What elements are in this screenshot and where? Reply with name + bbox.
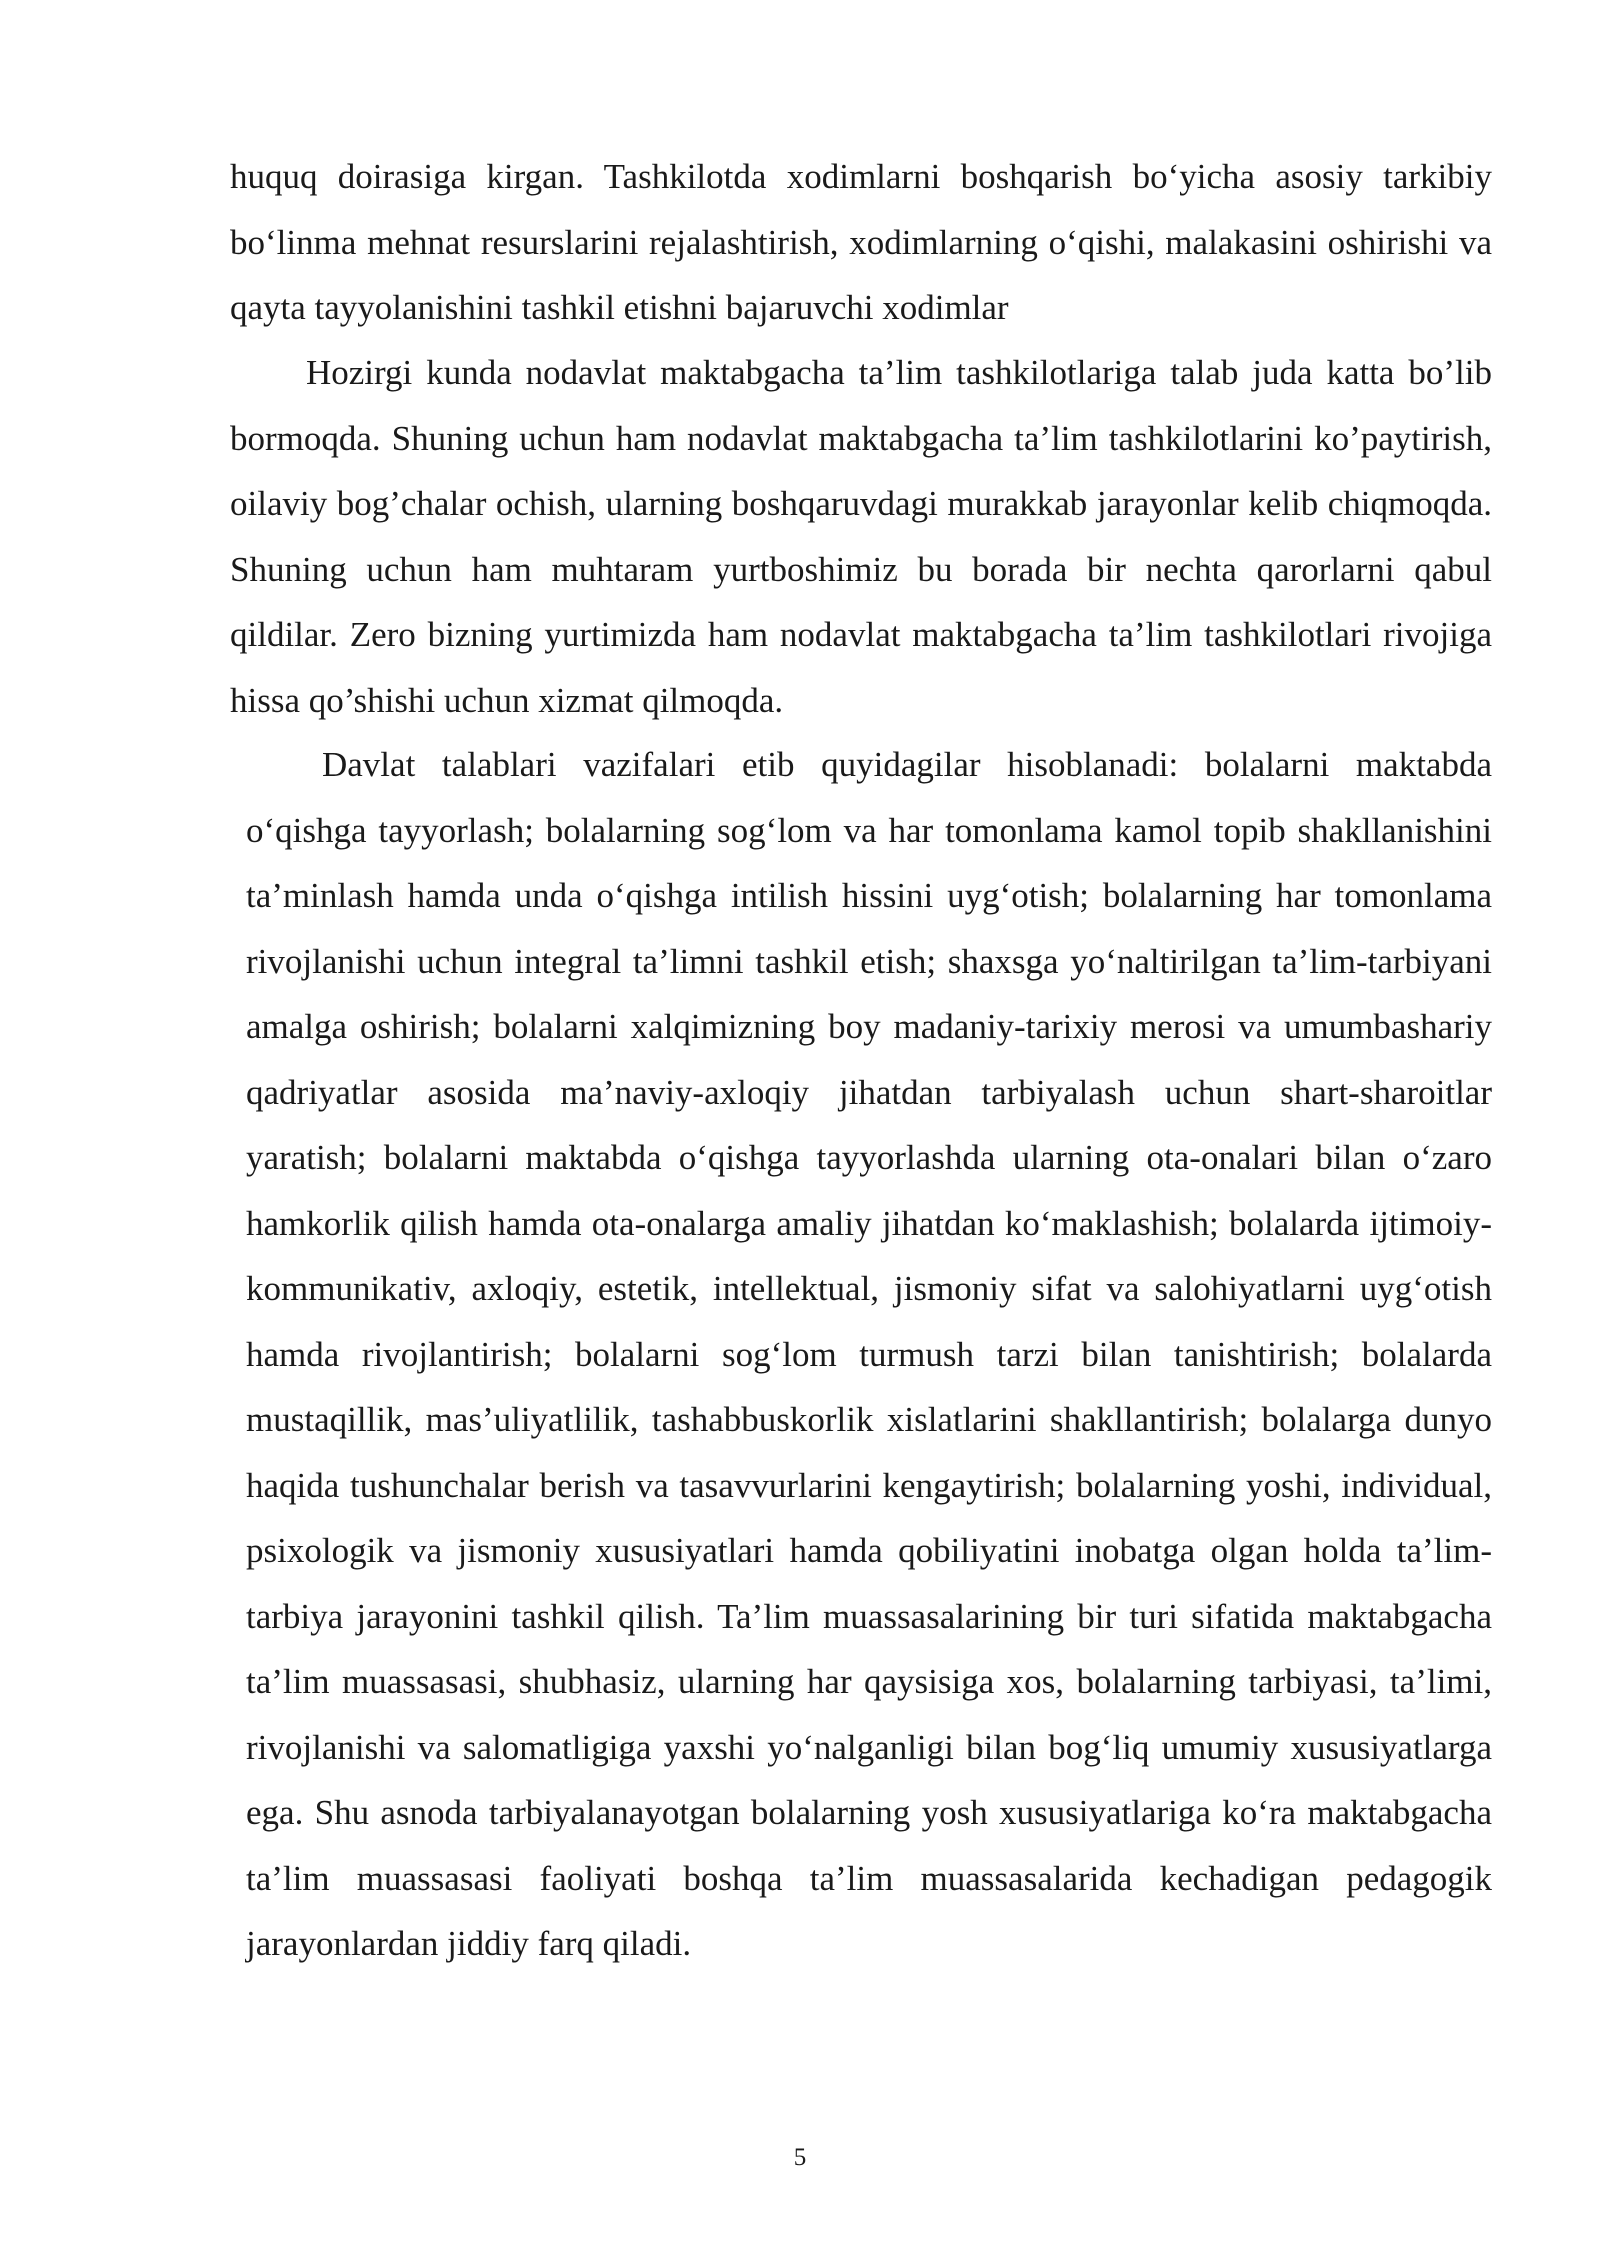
paragraph-3: Davlat talablari vazifalari etib quyidagilar hisoblanadi: bolalarni maktabda o‘qishga tayyorlash; bolalarning sog‘lom va har tomonlama kamol topib shakllanishini ta’minlash hamda unda o‘qishga intilish hissini uyg‘otish; bolalarning har tomonlama rivojlanishi uchun integral ta’limni tashkil etish; shaxsga yo‘naltirilgan ta’lim-tarbiyani amalga oshirish; bolalarni xalqimizning boy madaniy-tarixiy merosi va umumbashariy qadriyatlar asosida ma’naviy-axloqiy jihatdan tarbiyalash uchun shart-sharoitlar yaratish; bolalarni maktabda o‘qishga tayyorlashda ularning ota-onalari bilan o‘zaro hamkorlik qilish hamda ota-onalarga amaliy jihatdan ko‘maklashish; bolalarda ijtimoiy-kommunikativ, axloqiy, estetik, intellektual, jismoniy sifat va salohiyatlarni uyg‘otish hamda rivojlantirish; bolalarni sog‘lom turmush tarzi bilan tanishtirish; bolalarda mustaqillik, mas’uliyatlilik, tashabbuskorlik xislatlarini shakllantirish; bolalarga dunyo haqida tushunchalar berish va tasavvurlarini kengaytirish; bolalarning yoshi, individual, psixologik va jismoniy xususiyatlari hamda qobiliyatini inobatga olgan holda ta’lim-tarbiya jarayonini tashkil qilish. Ta’lim muassasalarining bir turi sifatida maktabgacha ta’lim muassasasi, shubhasiz, ularning har qaysisiga xos, bolalarning tarbiyasi, ta’limi, rivojlanishi va salomatligiga yaxshi yo‘nalganligi bilan bog‘liq umumiy xususiyatlarga ega. Shu asnoda tarbiyalanayotgan bolalarning yosh xususiyatlariga ko‘ra maktabgacha ta’lim muassasasi faoliyati boshqa ta’lim muassasalarida kechadigan pedagogik jarayonlardan jiddiy farq qiladi. [246,745,1492,1963]
page-number: 5 [793,2144,807,2171]
paragraph-2: Hozirgi kunda nodavlat maktabgacha ta’lim tashkilotlariga talab juda katta bo’lib bormoqda. Shuning uchun ham nodavlat maktabgacha ta’lim tashkilotlarini ko’paytirish, oilaviy bog’chalar ochish, ularning boshqaruvdagi murakkab jarayonlar kelib chiqmoqda. Shuning uchun ham muhtaram yurtboshimiz bu borada bir nechta qarorlarni qabul qildilar. Zero bizning yurtimizda ham nodavlat maktabgacha ta’lim tashkilotlari rivojiga hissa qo’shishi uchun xizmat qilmoqda. [230,353,1492,720]
paragraph-1: huquq doirasiga kirgan. Tashkilotda xodimlarni boshqarish bo‘yicha asosiy tarkibiy bo‘linma mehnat resurslarini rejalashtirish, xodimlarning o‘qishi, malakasini oshirishi va qayta tayyolanishini tashkil etishni bajaruvchi xodimlar [230,157,1492,327]
